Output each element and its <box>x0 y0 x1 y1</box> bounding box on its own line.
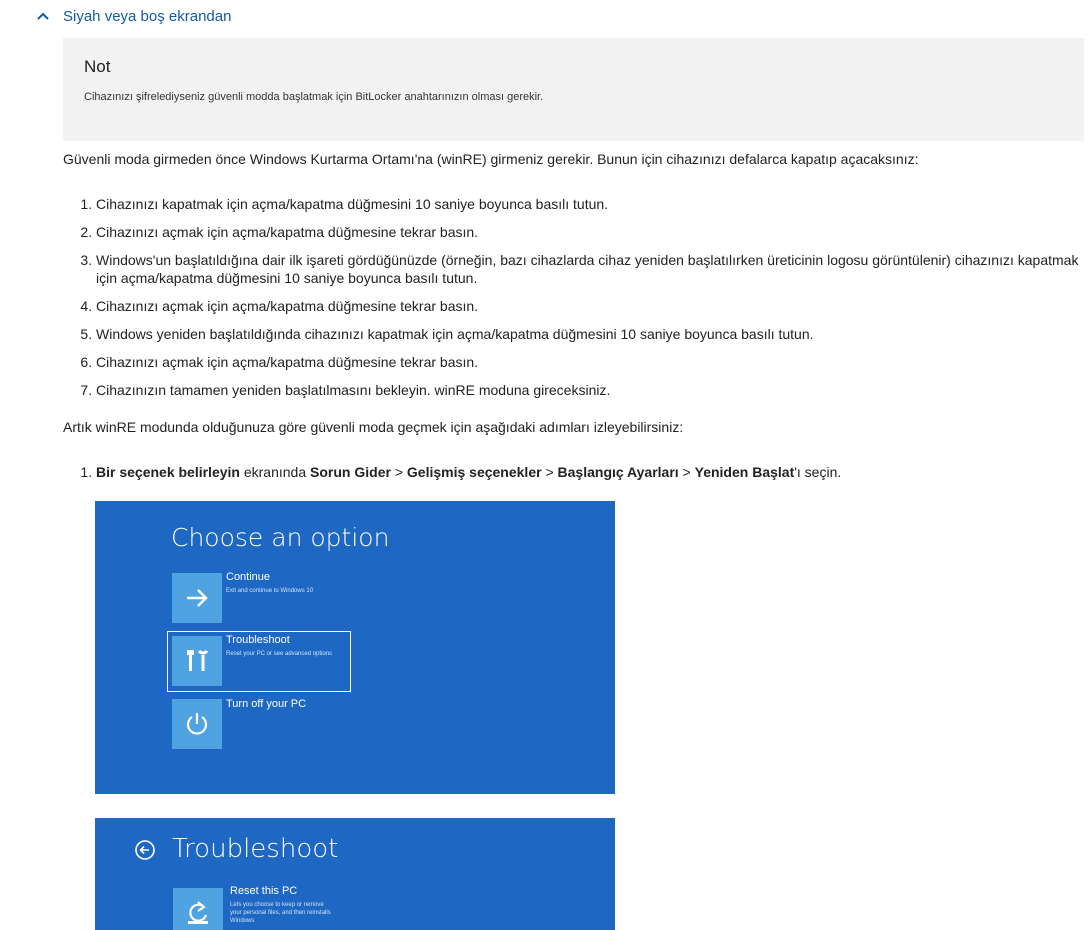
list-item: 4. Cihazınızı açmak için açma/kapatma düğmesine tekrar basın. <box>96 297 1091 325</box>
troubleshoot-screenshot <box>95 818 615 930</box>
back-arrow-icon <box>134 839 156 866</box>
step-text: 'ı seçin. <box>794 464 842 480</box>
list-item: 7. Cihazınızın tamamen yeniden başlatılmasını bekleyin. winRE moduna gireceksiniz. <box>96 381 1091 409</box>
option-name: Sorun Gider <box>310 464 391 480</box>
option-description: Exit and continue to Windows 10 <box>226 588 314 594</box>
list-item: 2. Cihazınızı açmak için açma/kapatma düğmesine tekrar basın. <box>96 223 1091 251</box>
winre-paragraph: Artık winRE modunda olduğunuza göre güvenli moda geçmek için aşağıdaki adımları izleyebilirsiniz: <box>63 419 684 435</box>
restart-steps-list <box>63 195 1091 409</box>
note-title: Not <box>84 57 111 76</box>
tools-icon <box>172 636 222 686</box>
power-icon <box>172 699 222 749</box>
step-text: ekranında <box>239 464 311 480</box>
option-description: Lets you choose to keep or remove <box>230 902 324 908</box>
option-label: Continue <box>226 571 271 583</box>
step-text: > <box>390 464 407 480</box>
option-name: Bir seçenek belirleyin <box>96 464 240 480</box>
step-text: > <box>541 464 558 480</box>
screenshot-title: Choose an option <box>171 523 390 552</box>
intro-paragraph: Güvenli moda girmeden önce Windows Kurtarma Ortamı'na (winRE) girmeniz gerekir. Bunun için cihazınızı defalarca kapatıp açacaksınız: <box>63 151 919 167</box>
option-name: Yeniden Başlat <box>694 464 795 480</box>
list-item: 1. Cihazınızı kapatmak için açma/kapatma düğmesini 10 saniye boyunca basılı tutun. <box>96 195 1091 223</box>
accordion-header[interactable] <box>32 5 231 27</box>
option-description: your personal files, and then reinstalls <box>230 910 331 916</box>
option-description: Windows <box>230 918 255 924</box>
option-description: Reset your PC or see advanced options <box>226 651 333 657</box>
list-item: 5. Windows yeniden başlatıldığında cihazınızı kapatmak için açma/kapatma düğmesini 10 saniye boyunca basılı tutun. <box>96 325 1091 353</box>
option-name: Gelişmiş seçenekler <box>406 464 542 480</box>
note-text: Cihazınızı şifrelediyseniz güvenli modda başlatmak için BitLocker anahtarınızın olması gerekir. <box>84 91 544 103</box>
safe-mode-steps-list <box>63 463 1091 481</box>
step-text: > <box>678 464 695 480</box>
chevron-up-icon[interactable] <box>32 5 54 27</box>
reset-icon <box>173 888 223 930</box>
list-item: 3. Windows'un başlatıldığına dair ilk işareti gördüğünüzde (örneğin, bazı cihazlarda cihaz yeniden başlatılırken üreticinin logosu görüntülenir) cihazınızı kapatmak için açma/kapatma düğmesini 10 saniye boyunca basılı tutun. <box>96 251 1091 297</box>
accordion-title[interactable]: Siyah veya boş ekrandan <box>63 7 232 25</box>
note-box <box>63 38 1084 141</box>
option-label: Turn off your PC <box>226 698 307 710</box>
option-name: Başlangıç Ayarları <box>557 464 679 480</box>
screenshot-title: Troubleshoot <box>172 834 339 864</box>
option-label: Reset this PC <box>230 885 298 897</box>
choose-option-screenshot <box>95 501 615 794</box>
option-label: Troubleshoot <box>226 634 290 646</box>
arrow-right-icon <box>172 573 222 623</box>
list-item <box>96 463 1091 481</box>
list-item: 6. Cihazınızı açmak için açma/kapatma düğmesine tekrar basın. <box>96 353 1091 381</box>
